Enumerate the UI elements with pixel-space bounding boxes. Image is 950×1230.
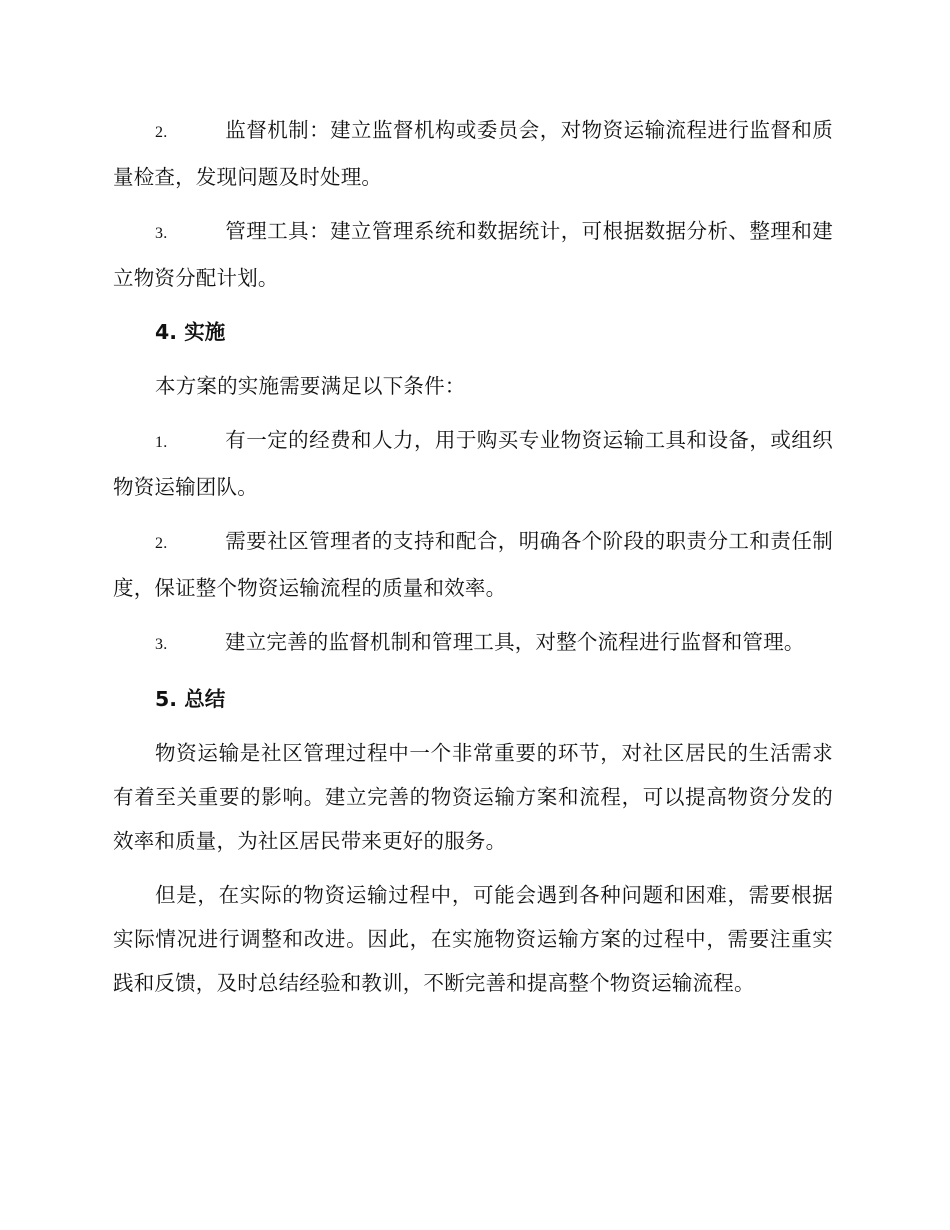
list-item-text: 需要社区管理者的支持和配合，明确各个阶段的职责分工和责任制度，保证整个物资运输流程的质量和效率。 (113, 529, 833, 600)
list-item (113, 519, 833, 610)
implementation-intro: 本方案的实施需要满足以下条件： (155, 374, 466, 398)
section-heading-implementation: 4. 实施 (155, 320, 226, 344)
document-body (113, 108, 833, 1015)
section-heading-summary: 5. 总结 (155, 687, 226, 711)
list-item (113, 108, 833, 199)
list-item-text: 管理工具：建立管理系统和数据统计，可根据数据分析、整理和建立物资分配计划。 (113, 219, 833, 290)
list-item-text: 有一定的经费和人力，用于购买专业物资运输工具和设备，或组织物资运输团队。 (113, 428, 833, 499)
list-item-text: 监督机制：建立监督机构或委员会，对物资运输流程进行监督和质量检查，发现问题及时处理。 (113, 118, 833, 189)
list-item-text: 建立完善的监督机制和管理工具，对整个流程进行监督和管理。 (225, 630, 805, 654)
list-item (113, 209, 833, 300)
list-item (113, 418, 833, 509)
list-number: 2. (155, 124, 168, 141)
list-number: 2. (155, 535, 168, 552)
list-number: 1. (155, 434, 168, 451)
summary-paragraph: 但是，在实际的物资运输过程中，可能会遇到各种问题和困难，需要根据实际情况进行调整和改进。因此，在实施物资运输方案的过程中，需要注重实践和反馈，及时总结经验和教训，不断完善和提高整个物资运输流程。 (113, 883, 833, 995)
list-item (113, 620, 833, 667)
summary-paragraph: 物资运输是社区管理过程中一个非常重要的环节，对社区居民的生活需求有着至关重要的影响。建立完善的物资运输方案和流程，可以提高物资分发的效率和质量，为社区居民带来更好的服务。 (113, 741, 833, 853)
list-number: 3. (155, 225, 168, 242)
list-number: 3. (155, 636, 168, 653)
